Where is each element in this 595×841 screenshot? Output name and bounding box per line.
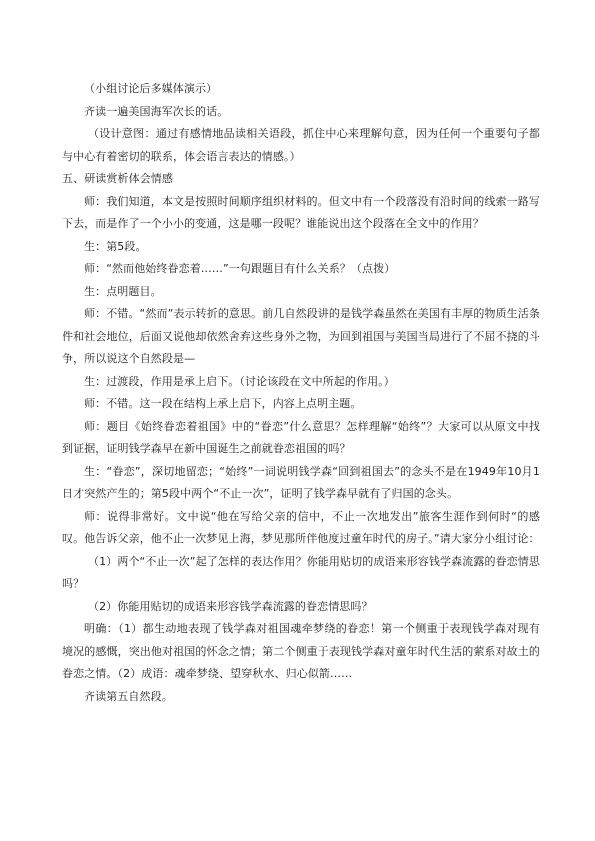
paragraph-discussion-question-1: （1）两个“不止一次”起了怎样的表达作用？你能用贴切的成语来形容钱学森流露的眷恋情思吗？	[62, 554, 540, 590]
paragraph-teacher-question-1: 师：我们知道，本文是按照时间顺序组织材料的。但文中有一个段落没有沿时间的线索一路写下去，而是作了一个小小的变通，这是哪一段呢？谁能说出这个段落在全文中的作用？	[62, 194, 540, 230]
paragraph-student-answer-1: 生：第5段。	[84, 239, 147, 253]
paragraph-teacher-confirm: 师：不错。这一段在结构上承上启下，内容上点明主题。	[84, 397, 362, 410]
section-heading: 五、研读赏析体会情感	[62, 172, 173, 185]
paragraph-teacher-discussion-prompt: 师：说得非常好。文中说“他在写给父亲的信中，不止一次地发出”旅客生涯作到何时“的感叹。他告诉父亲，他不止一次梦见上海，梦见那所伴他度过童年时代的房子。”请大家分小组讨论：	[62, 509, 540, 545]
lesson-plan-text	[62, 78, 540, 708]
paragraph-teacher-question-2: 师：“然而他始终眷恋着……”一句跟题目有什么关系？（点拨）	[84, 262, 396, 275]
paragraph-read-aloud: 齐读一遍美国海军次长的话。	[84, 104, 229, 118]
paragraph-student-answer-3: 生：过渡段，作用是承上启下。（讨论该段在文中所起的作用。）	[84, 374, 395, 388]
paragraph-design-intent: （设计意图：通过有感情地品读相关语段，抓住中心来理解句意，因为任何一个重要句子都与中心有着密切的联系，体会语言表达的情感。）	[62, 127, 540, 163]
paragraph-student-answer-4: 生：“眷恋”，深切地留恋；“始终”一词说明钱学森“回到祖国去”的念头不是在1949年10月1日才突然产生的；第5段中两个“不止一次”，证明了钱学森早就有了归国的念头。	[62, 464, 540, 500]
paragraph-discussion-question-2: （2）你能用贴切的成语来形容钱学森流露的眷恋情思吗？	[88, 599, 373, 613]
paragraph-group-note: （小组讨论后多媒体演示）	[84, 82, 218, 95]
paragraph-clarification: 明确：（1）都生动地表现了钱学森对祖国魂牵梦绕的眷恋！第一个侧重于表现钱学森对现有境况的感慨，突出他对祖国的怀念之情；第二个侧重于表现钱学森对童年时代生活的萦系对故土的眷恋之情。（2）成语：魂牵梦绕、望穿秋水、归心似箭……	[62, 622, 540, 680]
paragraph-student-answer-2: 生：点明题目。	[84, 284, 162, 298]
paragraph-teacher-question-3: 师：题目《始终眷恋着祖国》中的“眷恋”什么意思？怎样理解“始终”？大家可以从原文中找到证据，证明钱学森早在新中国诞生之前就眷恋祖国的吗？	[62, 419, 540, 455]
paragraph-read-fifth: 齐读第五自然段。	[84, 689, 173, 703]
paragraph-teacher-explanation-1: 师：不错。“然而”表示转折的意思。前几自然段讲的是钱学森虽然在美国有丰厚的物质生活条件和社会地位，后面又说他却依然舍弃这些身外之物，为回到祖国与美国当局进行了不屈不挠的斗争，所以说这个自然段是—	[62, 307, 540, 365]
